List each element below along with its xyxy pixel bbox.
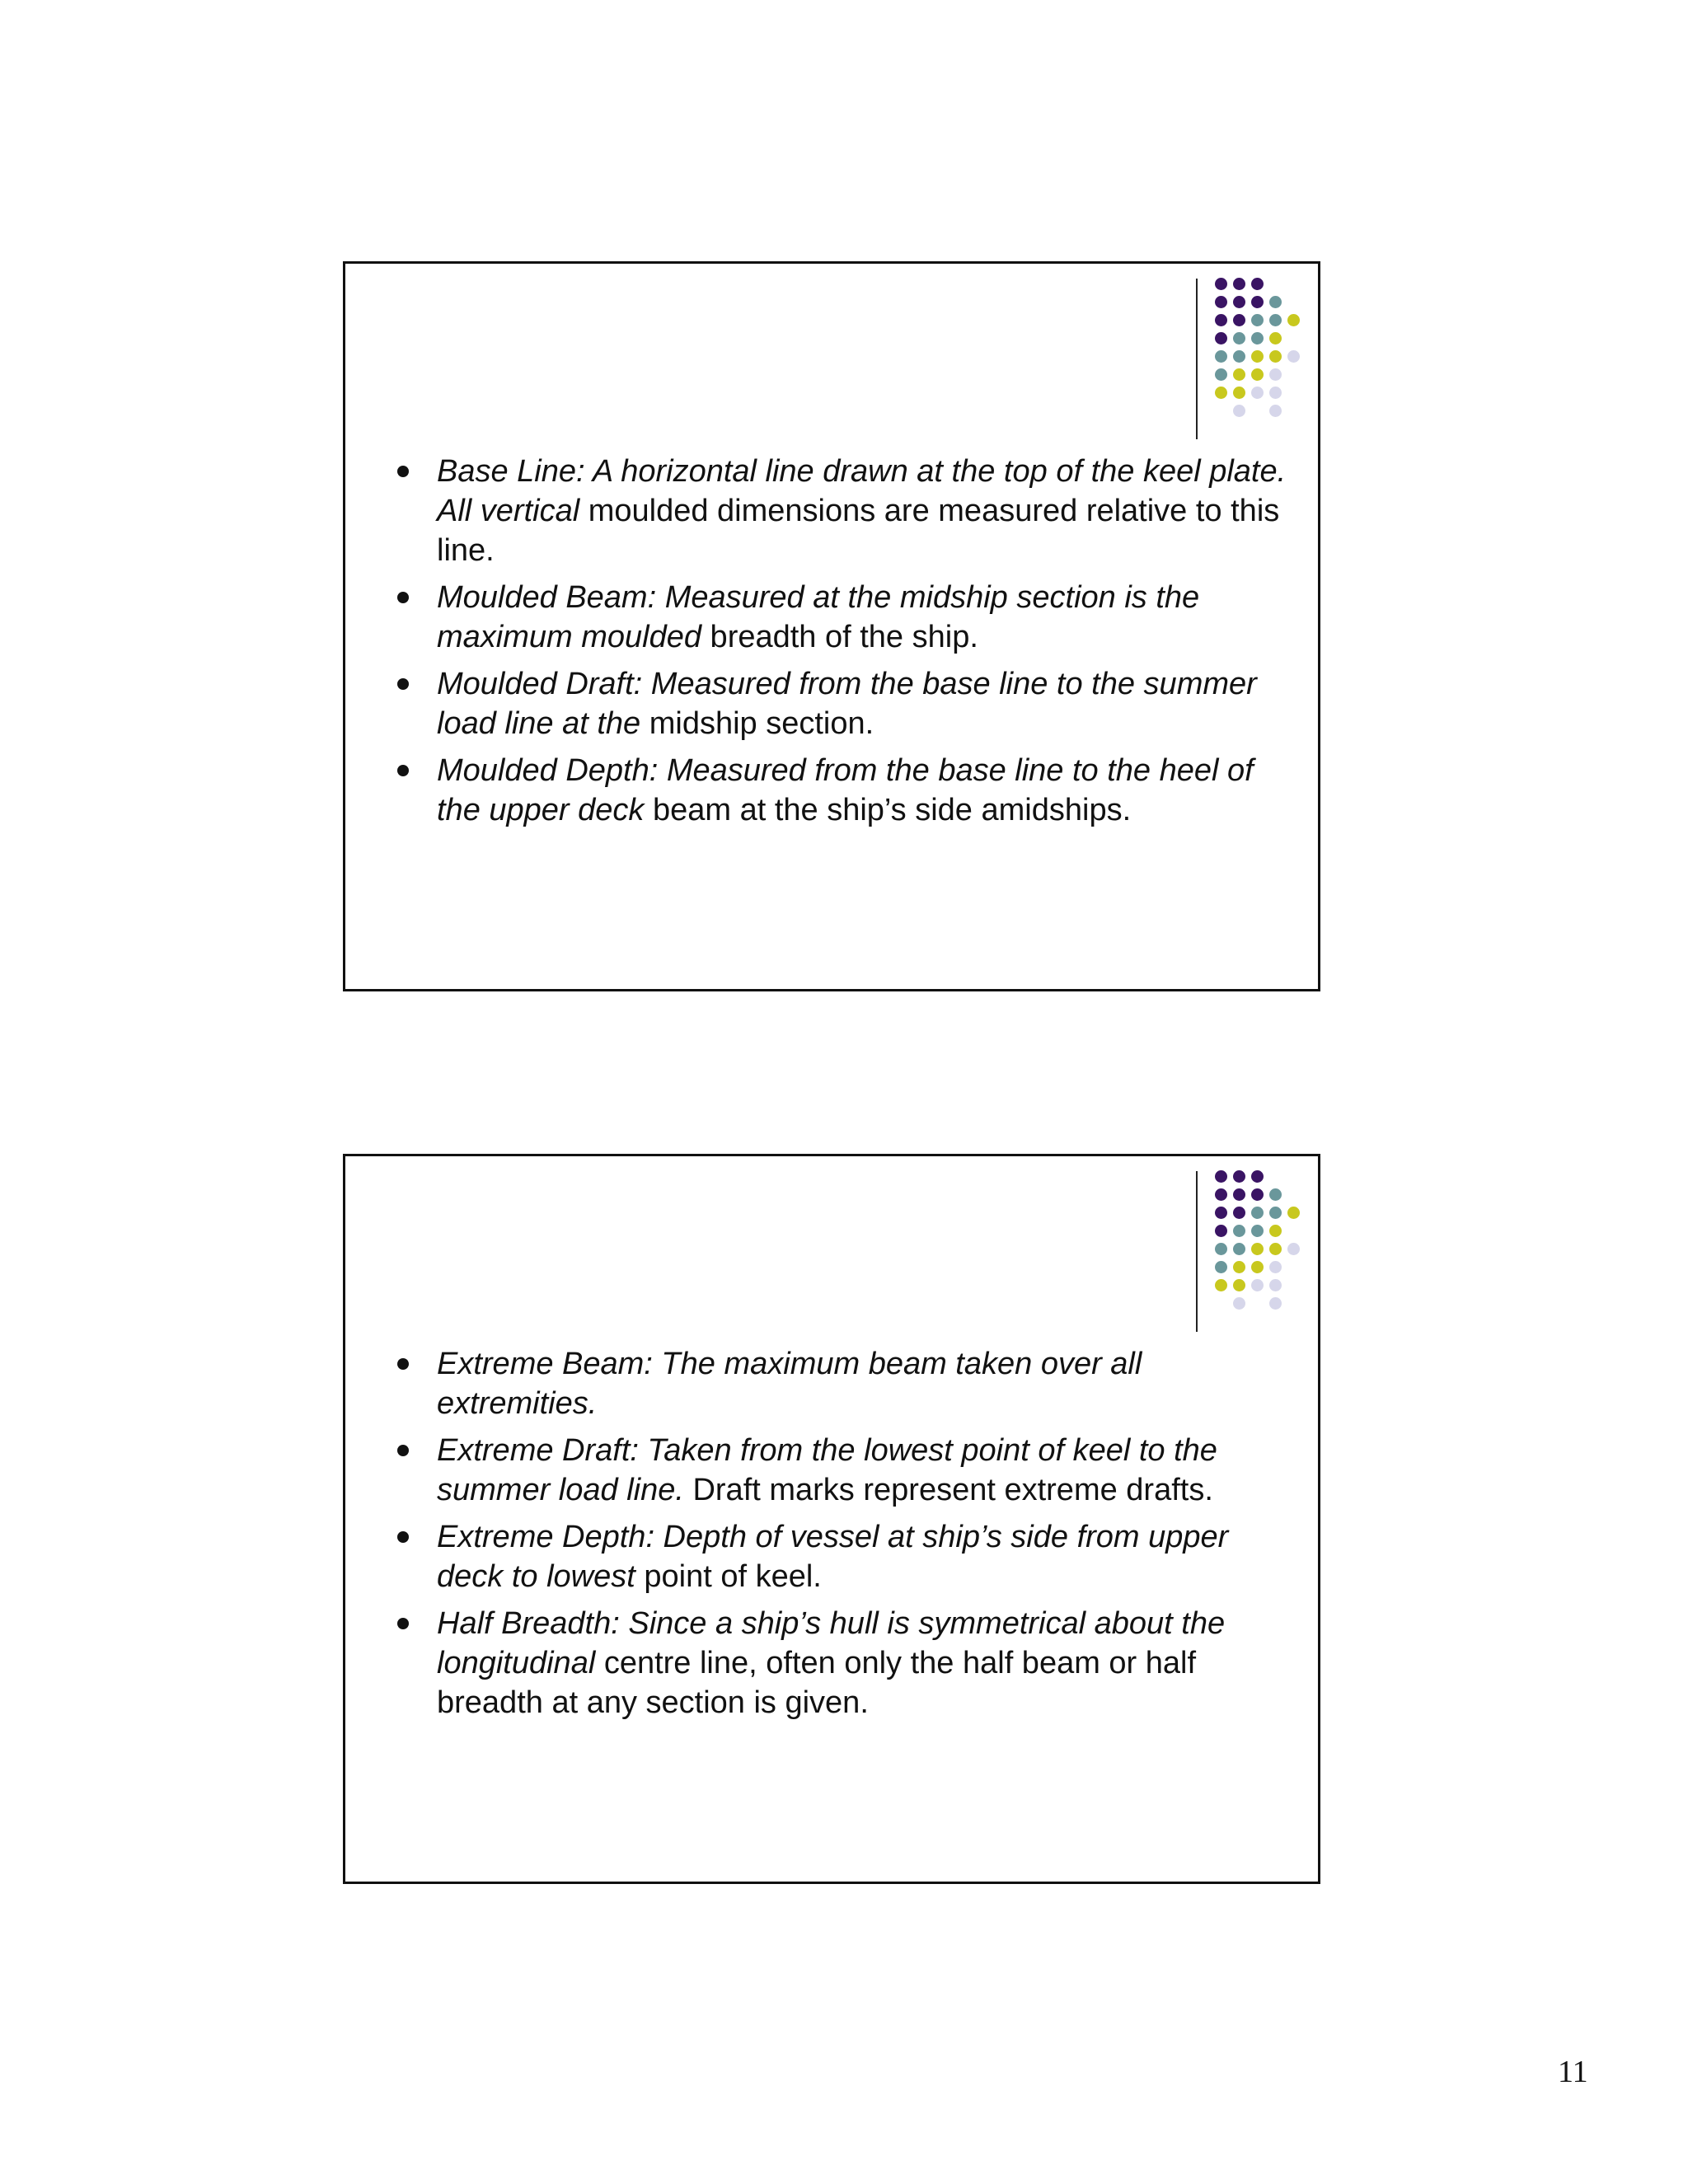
bullet-marker — [397, 1531, 409, 1543]
bullet-plain-text: Draft marks represent extreme drafts. — [683, 1473, 1213, 1507]
decorative-dot — [1233, 296, 1245, 308]
decorative-dot — [1251, 1170, 1264, 1183]
decorative-dot — [1269, 405, 1282, 417]
decorative-dot — [1215, 296, 1227, 308]
decorative-dot — [1233, 278, 1245, 290]
decorative-dot — [1269, 332, 1282, 344]
slide-divider-line — [1196, 1171, 1198, 1332]
decorative-dot — [1233, 368, 1245, 381]
bullet-term-text: Base Line: A horizontal line drawn at the top of the keel plate. All vertical — [437, 454, 1287, 528]
decorative-dot — [1233, 1225, 1245, 1237]
decorative-dot — [1215, 1188, 1227, 1201]
decorative-dot — [1287, 350, 1300, 363]
bullet-plain-text: breadth of the ship. — [701, 620, 978, 654]
bullet-item — [397, 578, 1287, 657]
decorative-dot — [1215, 1170, 1227, 1183]
bullet-item — [397, 664, 1287, 743]
bullet-marker — [397, 1358, 409, 1370]
decorative-dot — [1215, 387, 1227, 399]
bullet-term-text: Moulded Beam: Measured at the midship section is the maximum moulded — [437, 580, 1200, 654]
decorative-dot — [1233, 1279, 1245, 1291]
decorative-dot — [1251, 1188, 1264, 1201]
decorative-dot — [1233, 350, 1245, 363]
decorative-dot — [1287, 1243, 1300, 1255]
decorative-dot — [1269, 1243, 1282, 1255]
decorative-dot — [1251, 1279, 1264, 1291]
decorative-dot — [1233, 314, 1245, 326]
decorative-dot — [1233, 1207, 1245, 1219]
bullet-marker — [397, 1618, 409, 1629]
decorative-dot — [1269, 1207, 1282, 1219]
decorative-dot — [1215, 368, 1227, 381]
decorative-dot — [1215, 1261, 1227, 1273]
slide-divider-line — [1196, 279, 1198, 439]
decorative-dot — [1233, 387, 1245, 399]
decorative-dot — [1269, 350, 1282, 363]
bullet-plain-text: point of keel. — [635, 1559, 822, 1594]
bullet-list — [397, 1344, 1287, 1730]
bullet-marker — [397, 1445, 409, 1456]
bullet-list — [397, 452, 1287, 837]
decorative-dot — [1251, 1207, 1264, 1219]
decorative-dot — [1215, 278, 1227, 290]
decorative-dot — [1215, 1207, 1227, 1219]
bullet-item — [397, 1517, 1287, 1596]
bullet-plain-text: beam at the ship’s side amidships. — [644, 793, 1132, 827]
decorative-dot — [1251, 332, 1264, 344]
bullet-plain-text: moulded dimensions are measured relative to this line. — [437, 494, 1280, 568]
bullet-marker — [397, 678, 409, 690]
decorative-dot — [1215, 1225, 1227, 1237]
decorative-dot — [1215, 350, 1227, 363]
decorative-dot — [1215, 332, 1227, 344]
bullet-marker — [397, 466, 409, 477]
decorative-dot — [1251, 368, 1264, 381]
bullet-term-text: Extreme Depth: Depth of vessel at ship’s side from upper deck to lowest — [437, 1520, 1229, 1594]
bullet-item — [397, 452, 1287, 570]
decorative-dot — [1269, 296, 1282, 308]
slide-1 — [343, 261, 1320, 991]
decorative-dot — [1233, 1243, 1245, 1255]
decorative-dot — [1251, 350, 1264, 363]
bullet-marker — [397, 765, 409, 776]
decorative-dot — [1233, 405, 1245, 417]
page-number: 11 — [1558, 2055, 1588, 2089]
decorative-dot — [1269, 1225, 1282, 1237]
decorative-dot — [1251, 1225, 1264, 1237]
bullet-marker — [397, 592, 409, 603]
decorative-dot — [1251, 278, 1264, 290]
bullet-term-text: Moulded Draft: Measured from the base line to the summer load line at the — [437, 667, 1257, 741]
decorative-dot — [1251, 1261, 1264, 1273]
decorative-dot — [1251, 1243, 1264, 1255]
decorative-dot — [1269, 1297, 1282, 1310]
decorative-dot — [1215, 1279, 1227, 1291]
bullet-item — [397, 751, 1287, 830]
decorative-dot — [1233, 1261, 1245, 1273]
decorative-dot — [1251, 296, 1264, 308]
bullet-term-text: Half Breadth: Since a ship’s hull is symmetrical about the longitudinal — [437, 1606, 1226, 1680]
bullet-term-text: Extreme Beam: The maximum beam taken over all extremities. — [437, 1347, 1142, 1421]
slide-2 — [343, 1154, 1320, 1884]
decorative-dot — [1269, 1261, 1282, 1273]
decorative-dot — [1215, 314, 1227, 326]
decorative-dot — [1233, 1297, 1245, 1310]
dot-pattern-decoration — [1215, 1170, 1314, 1327]
decorative-dot — [1287, 314, 1300, 326]
decorative-dot — [1269, 314, 1282, 326]
bullet-plain-text: midship section. — [640, 706, 874, 741]
decorative-dot — [1215, 1243, 1227, 1255]
decorative-dot — [1233, 1188, 1245, 1201]
bullet-term-text: Extreme Draft: Taken from the lowest point of keel to the summer load line. — [437, 1433, 1217, 1507]
decorative-dot — [1251, 314, 1264, 326]
decorative-dot — [1269, 368, 1282, 381]
bullet-term-text: Moulded Depth: Measured from the base line to the heel of the upper deck — [437, 753, 1254, 827]
decorative-dot — [1251, 387, 1264, 399]
decorative-dot — [1269, 387, 1282, 399]
decorative-dot — [1269, 1279, 1282, 1291]
decorative-dot — [1287, 1207, 1300, 1219]
decorative-dot — [1233, 1170, 1245, 1183]
bullet-plain-text: centre line, often only the half beam or half breadth at any section is given. — [437, 1646, 1197, 1720]
bullet-item — [397, 1604, 1287, 1722]
dot-pattern-decoration — [1215, 278, 1314, 434]
decorative-dot — [1269, 1188, 1282, 1201]
bullet-item — [397, 1344, 1287, 1423]
bullet-item — [397, 1431, 1287, 1510]
decorative-dot — [1233, 332, 1245, 344]
